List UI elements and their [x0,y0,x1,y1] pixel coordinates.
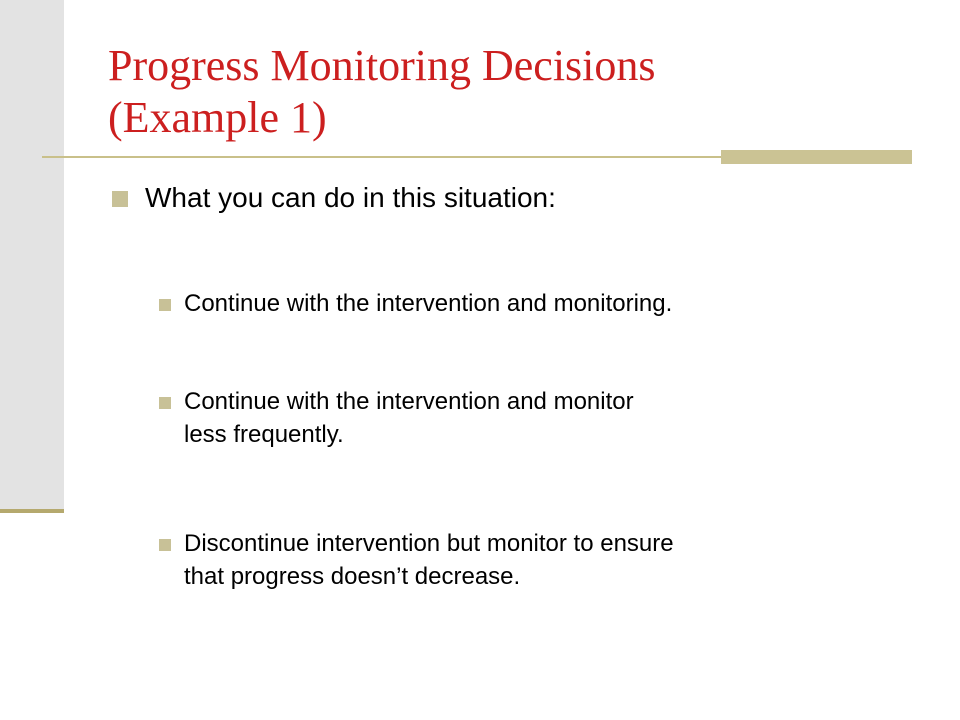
sub-bullet-line: Discontinue intervention but monitor to ensure [184,530,674,557]
sub-bullet-line: Continue with the intervention and monitor [184,388,634,415]
slide-title-line-2: (Example 1) [108,93,327,142]
square-bullet-icon [112,191,128,207]
title-divider-accent [721,150,912,164]
sub-bullet-line: less frequently. [184,421,344,448]
slide-title-line-1: Progress Monitoring Decisions [108,41,656,90]
left-bar-accent-line [0,509,64,513]
sub-bullet-line: Continue with the intervention and monitoring. [184,290,673,317]
sub-bullet-text [184,527,904,593]
sub-bullet-text [184,287,904,320]
square-bullet-icon [159,539,171,551]
main-bullet-text: What you can do in this situation: [145,182,556,213]
square-bullet-icon [159,397,171,409]
square-bullet-icon [159,299,171,311]
slide-title [108,40,928,144]
left-side-bar [0,0,64,512]
sub-bullet-text [184,385,904,451]
sub-bullet-line: that progress doesn’t decrease. [184,563,521,590]
